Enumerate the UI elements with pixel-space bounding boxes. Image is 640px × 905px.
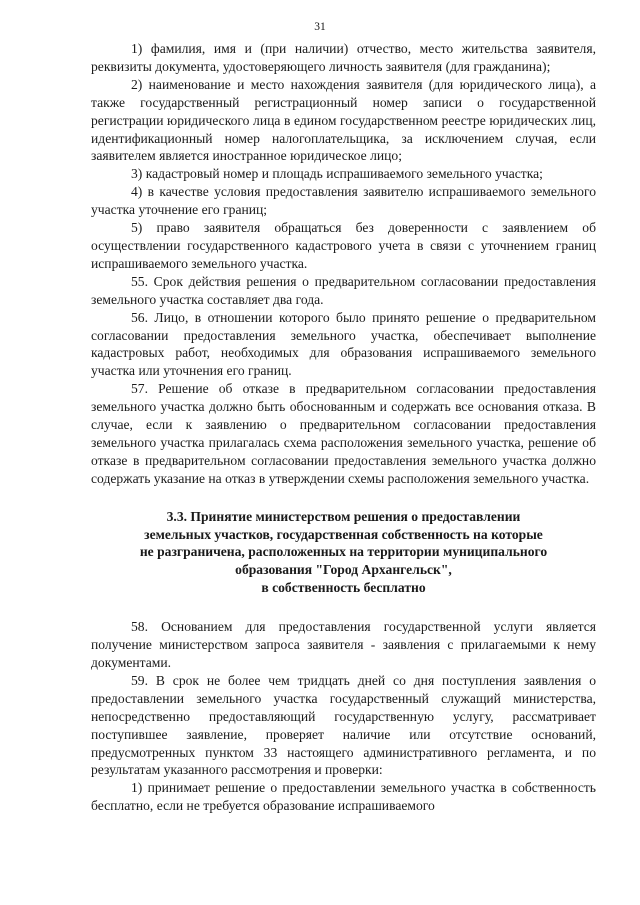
item-1-applicant-name: 1) фамилия, имя и (при наличии) отчество, место жительства заявителя, реквизиты документа, удостоверяющего личность заявителя (для гражданина);: [91, 41, 596, 74]
document-body: [91, 40, 596, 815]
paragraph-59-item-1: 1) принимает решение о предоставлении земельного участка в собственность бесплатно, если не требуется образование испрашиваемого: [91, 780, 596, 814]
paragraph-59: 59. В срок не более чем тридцать дней со дня поступления заявления о предоставлении земельного участка государственный служащий министерства, непосредственно предоставляющий государственную услугу, рассматривает поступившее заявление, проверяет наличие или отсутствие оснований, предусмотренных пунктом 33 настоящего административного регламента, и по результатам указанного рассмотрения и проверки:: [91, 672, 596, 778]
section-heading-3-3: [91, 508, 596, 598]
paragraph-56: 56. Лицо, в отношении которого было принято решение о предварительном согласовании предоставления земельного участка, обеспечивает выполнение кадастровых работ, необходимых для образования испрашиваемого земельного участка или уточнения его границ.: [91, 309, 596, 379]
heading-line-3: не разграничена, расположенных на территории муниципального: [139, 544, 548, 560]
heading-line-2: земельных участков, государственная собственность на которые: [144, 526, 543, 542]
item-2-applicant-organization: 2) наименование и место нахождения заявителя (для юридического лица), а также государственный регистрационный номер записи о государственной регистрации юридического лица в едином государственном реестре юридических лиц, идентификационный номер налогоплательщика, за исключением случая, если заявителем является иностранное юридическое лицо;: [91, 76, 596, 164]
item-4-boundary-clarification: 4) в качестве условия предоставления заявителю испрашиваемого земельного участка уточнение его границ;: [91, 184, 596, 218]
paragraph-58: 58. Основанием для предоставления государственной услуги является получение министерством запроса заявителя - заявления с прилагаемыми к нему документами.: [91, 619, 596, 670]
paragraph-57: 57. Решение об отказе в предварительном согласовании предоставления земельного участка должно быть обоснованным и содержать все основания отказа. В случае, если к заявлению о предварительном согласовании предоставления земельного участка прилагалась схема расположения земельного участка, решение об отказе в предварительном согласовании предоставления земельного участка должно содержать указание на отказ в утверждении схемы расположения земельного участка.: [91, 381, 596, 486]
page-number: 31: [314, 21, 326, 33]
item-5-applicant-right: 5) право заявителя обращаться без доверенности с заявлением об осуществлении государственного кадастрового учета в связи с уточнением границ испрашиваемого земельного участка.: [91, 220, 596, 271]
heading-line-1: 3.3. Принятие министерством решения о предоставлении: [166, 508, 521, 524]
heading-line-5: в собственность бесплатно: [261, 580, 426, 596]
item-3-cadastral-number: 3) кадастровый номер и площадь испрашиваемого земельного участка;: [131, 166, 543, 182]
heading-line-4: образования "Город Архангельск",: [235, 562, 452, 578]
paragraph-55: 55. Срок действия решения о предварительном согласовании предоставления земельного участка составляет два года.: [91, 273, 596, 307]
